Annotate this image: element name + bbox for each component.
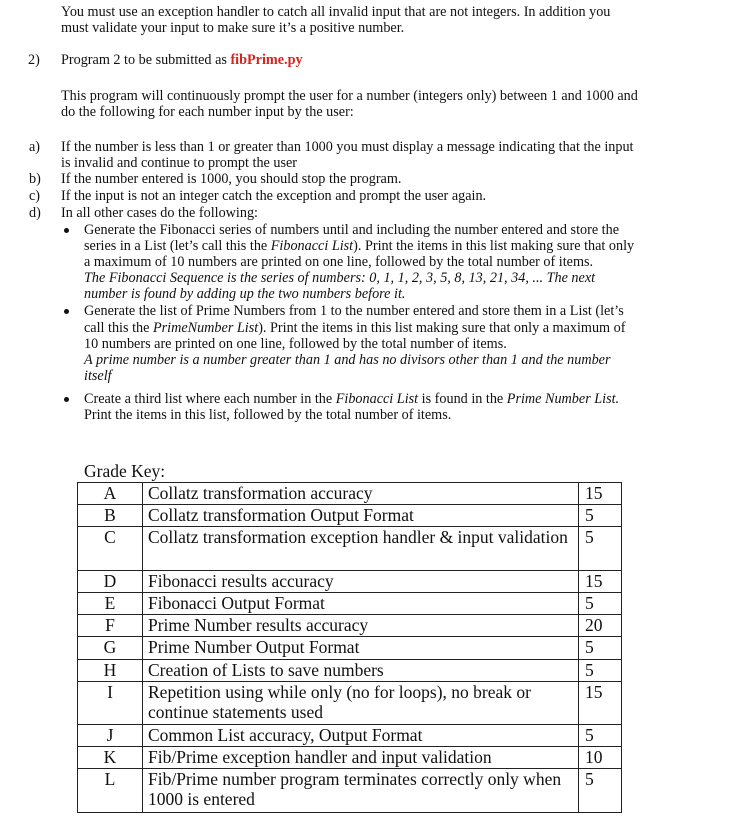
bullet-2-line-2c: ). Print the items in this list making sure that only a maximum of (258, 320, 626, 336)
item-b-letter: b) (29, 171, 41, 187)
bullet-3-dot (64, 397, 69, 402)
grade-key-points: 15 (579, 681, 622, 724)
grade-key-points: 5 (579, 505, 622, 527)
bullet-2-line-3: 10 numbers are printed on one line, followed by the total number of items. (84, 336, 507, 352)
bullet-2-line-4: A prime number is a number greater than 1 and has no divisors other than 1 and the number (84, 352, 611, 368)
table-row (78, 747, 622, 769)
bullet-1-line-1: Generate the Fibonacci series of numbers until and including the number entered and store the (84, 222, 620, 238)
grade-key-letter: D (78, 570, 143, 592)
item-c-line-1: If the input is not an integer catch the exception and prompt the user again. (61, 188, 487, 204)
item-b-line-1: If the number entered is 1000, you should stop the program. (61, 171, 402, 187)
bullet-1-line-5: number is found by adding up the two numbers before it. (84, 286, 406, 302)
bullet-2-line-5: itself (84, 368, 112, 384)
program-2-heading-prefix: Program 2 to be submitted as (61, 52, 231, 68)
table-row (78, 592, 622, 614)
table-row (78, 570, 622, 592)
grade-key-description: Fib/Prime exception handler and input validation (143, 747, 579, 769)
table-row (78, 725, 622, 747)
fibonacci-list-term: Fibonacci List (270, 238, 354, 254)
grade-key-points: 15 (579, 570, 622, 592)
bullet-1-dot (64, 228, 69, 233)
grade-key-points: 5 (579, 659, 622, 681)
bullet-1-line-4: The Fibonacci Sequence is the series of numbers: 0, 1, 1, 2, 3, 5, 8, 13, 21, 34, ... The next (84, 270, 596, 286)
grade-key-letter: G (78, 637, 143, 659)
grade-key-description: Fibonacci results accuracy (143, 570, 579, 592)
grade-key-description: Prime Number results accuracy (143, 615, 579, 637)
grade-key-letter: A (78, 483, 143, 505)
item-a-line-1: If the number is less than 1 or greater than 1000 you must display a message indicating that the input (61, 139, 634, 155)
bullet-2-line-2a: call this the (84, 320, 153, 336)
grade-key-points: 5 (579, 527, 622, 570)
grade-key-letter: B (78, 505, 143, 527)
grade-key-letter: H (78, 659, 143, 681)
grade-key-description: Creation of Lists to save numbers (143, 659, 579, 681)
table-row (78, 681, 622, 724)
bullet-1-line-3: a maximum of 10 numbers are printed on one line, followed by the total number of items. (84, 254, 594, 270)
grade-key-points: 20 (579, 615, 622, 637)
bullet-1-line-2 (84, 238, 634, 254)
grade-key-description: Collatz transformation exception handler & input validation (143, 527, 579, 570)
grade-key-points: 10 (579, 747, 622, 769)
grade-key-letter: J (78, 725, 143, 747)
bullet-3-fibonacci-term: Fibonacci List (335, 391, 419, 407)
grade-key-points: 5 (579, 592, 622, 614)
bullet-2-line-2 (84, 320, 625, 336)
program-2-number: 2) (28, 52, 40, 68)
item-d-line-1: In all other cases do the following: (61, 205, 258, 221)
program-2-desc-line-1: This program will continuously prompt the user for a number (integers only) between 1 and 1000 and (61, 88, 638, 104)
bullet-2-dot (64, 309, 69, 314)
grade-key-table (77, 482, 622, 813)
grade-key-title: Grade Key: (84, 461, 166, 481)
bullet-3-line-1 (84, 391, 619, 407)
bullet-2-line-1: Generate the list of Prime Numbers from 1 to the number entered and store them in a List (let’s (84, 303, 624, 319)
item-c-letter: c) (29, 188, 41, 204)
item-a-letter: a) (29, 139, 41, 155)
grade-key-points: 5 (579, 637, 622, 659)
grade-key-letter: F (78, 615, 143, 637)
grade-key-letter: K (78, 747, 143, 769)
item-d-letter: d) (29, 205, 41, 221)
grade-key-description: Common List accuracy, Output Format (143, 725, 579, 747)
program-2-heading (61, 52, 303, 68)
item-a-line-2: is invalid and continue to prompt the user (61, 155, 298, 171)
table-row (78, 637, 622, 659)
intro-line-1: You must use an exception handler to catch all invalid input that are not integers. In addition you (61, 4, 611, 20)
grade-key-description: Fib/Prime number program terminates correctly only when 1000 is entered (143, 769, 579, 812)
grade-key-points: 5 (579, 725, 622, 747)
bullet-3-line-1a: Create a third list where each number in the (84, 391, 336, 407)
grade-key-description: Prime Number Output Format (143, 637, 579, 659)
table-row (78, 615, 622, 637)
grade-key-description: Collatz transformation accuracy (143, 483, 579, 505)
grade-key-letter: I (78, 681, 143, 724)
grade-key-points: 5 (579, 769, 622, 812)
table-row (78, 527, 622, 570)
bullet-3-line-1c: is found in the (418, 391, 507, 407)
grade-key-letter: L (78, 769, 143, 812)
table-row (78, 769, 622, 812)
grade-key-points: 15 (579, 483, 622, 505)
program-2-desc-line-2: do the following for each number input by the user: (61, 104, 354, 120)
primenumber-list-term: PrimeNumber List (152, 320, 259, 336)
table-row (78, 505, 622, 527)
bullet-3-prime-term: Prime Number List. (506, 391, 620, 407)
program-2-filename: fibPrime.py (230, 52, 303, 68)
bullet-1-line-2a: series in a List (let’s call this the (84, 238, 271, 254)
intro-line-2: must validate your input to make sure it’s a positive number. (61, 20, 405, 36)
grade-key-letter: C (78, 527, 143, 570)
grade-key-description: Fibonacci Output Format (143, 592, 579, 614)
table-row (78, 483, 622, 505)
table-row (78, 659, 622, 681)
bullet-3-line-2: Print the items in this list, followed by the total number of items. (84, 407, 452, 423)
grade-key-description: Collatz transformation Output Format (143, 505, 579, 527)
grade-key-description: Repetition using while only (no for loops), no break or continue statements used (143, 681, 579, 724)
bullet-1-line-2c: ). Print the items in this list making sure that only (353, 238, 635, 254)
grade-key-letter: E (78, 592, 143, 614)
